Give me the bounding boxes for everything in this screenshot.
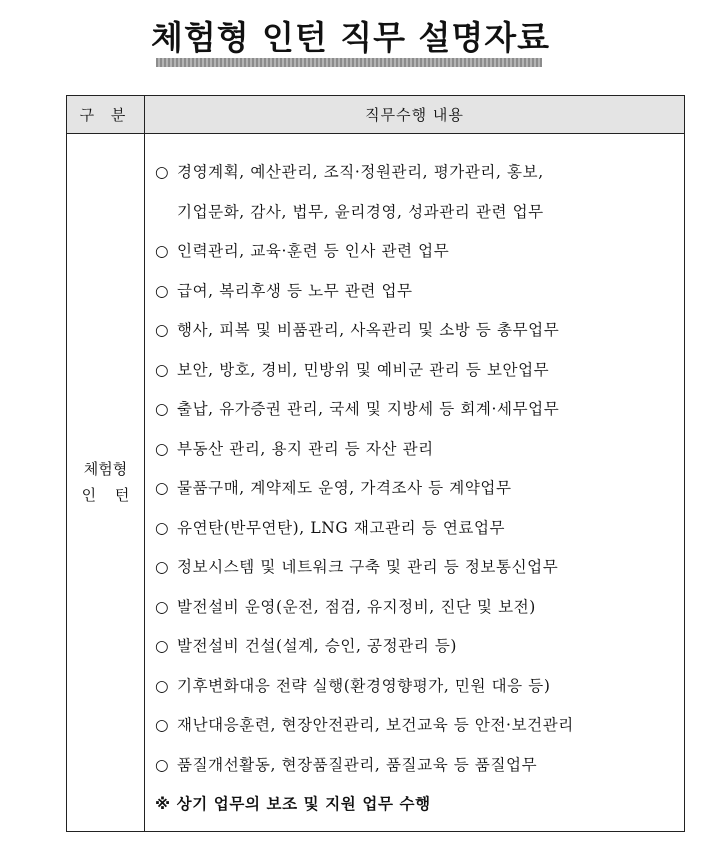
circle-bullet-icon: ○ — [155, 676, 170, 695]
list-item: ○ 부동산 관리, 용지 관리 등 자산 관리 — [155, 430, 684, 470]
circle-bullet-icon: ○ — [155, 321, 170, 339]
circle-bullet-icon: ○ — [155, 716, 170, 734]
category-line-1: 체험형 — [83, 460, 128, 478]
list-item: ○ 급여, 복리후생 등 노무 관련 업무 — [155, 272, 684, 312]
category-cell — [67, 456, 144, 508]
list-item: ○ 정보시스템 및 네트워크 구축 및 관리 등 정보통신업무 — [155, 548, 684, 588]
duty-list — [155, 153, 684, 825]
header-description: 직무수행 내용 — [365, 106, 464, 124]
list-item: ○ 경영계획, 예산관리, 조직·정원관리, 평가관리, 홍보, — [155, 153, 684, 193]
list-item: ○ 출납, 유가증권 관리, 국세 및 지방세 등 회계·세무업무 — [155, 390, 684, 430]
list-item: ○ 재난대응훈련, 현장안전관리, 보건교육 등 안전·보건관리 — [155, 706, 684, 746]
category-line-2: 인 턴 — [81, 486, 137, 504]
column-divider — [144, 96, 145, 831]
title-underline-bar — [156, 58, 542, 67]
circle-bullet-icon: ○ — [155, 518, 170, 537]
circle-bullet-icon: ○ — [155, 558, 170, 576]
list-item: ○ 발전설비 운영(운전, 점검, 유지정비, 진단 및 보전) — [155, 588, 684, 628]
circle-bullet-icon: ○ — [155, 281, 170, 300]
page-title: 체험형 인턴 직무 설명자료 — [150, 18, 551, 57]
circle-bullet-icon: ○ — [155, 242, 170, 260]
list-item: ○ 유연탄(반무연탄), LNG 재고관리 등 연료업무 — [155, 509, 684, 549]
circle-bullet-icon: ○ — [155, 400, 170, 418]
circle-bullet-icon: ○ — [155, 439, 170, 458]
circle-bullet-icon: ○ — [155, 163, 170, 181]
circle-bullet-icon: ○ — [155, 479, 170, 497]
job-description-table — [66, 95, 685, 832]
circle-bullet-icon: ○ — [155, 755, 170, 774]
list-item: ○ 물품구매, 계약제도 운영, 가격조사 등 계약업무 — [155, 469, 684, 509]
list-item: ○ 발전설비 건설(설계, 승인, 공정관리 등) — [155, 627, 684, 667]
table-header-row — [67, 96, 684, 134]
circle-bullet-icon: ○ — [155, 360, 170, 379]
circle-bullet-icon: ○ — [155, 597, 170, 616]
header-category: 구 분 — [79, 106, 132, 124]
list-item: ○ 행사, 피복 및 비품관리, 사옥관리 및 소방 등 총무업무 — [155, 311, 684, 351]
list-item: ○ 보안, 방호, 경비, 민방위 및 예비군 관리 등 보안업무 — [155, 351, 684, 391]
circle-bullet-icon: ○ — [155, 637, 170, 655]
list-item: ○ 기후변화대응 전략 실행(환경영향평가, 민원 대응 등) — [155, 667, 684, 707]
list-item-continuation: 기업문화, 감사, 법무, 윤리경영, 성과관리 관련 업무 — [177, 202, 544, 221]
list-item: ○ 인력관리, 교육·훈련 등 인사 관련 업무 — [155, 232, 684, 272]
footnote: ※ 상기 업무의 보조 및 지원 업무 수행 — [155, 795, 431, 813]
list-item: ○ 품질개선활동, 현장품질관리, 품질교육 등 품질업무 — [155, 746, 684, 786]
